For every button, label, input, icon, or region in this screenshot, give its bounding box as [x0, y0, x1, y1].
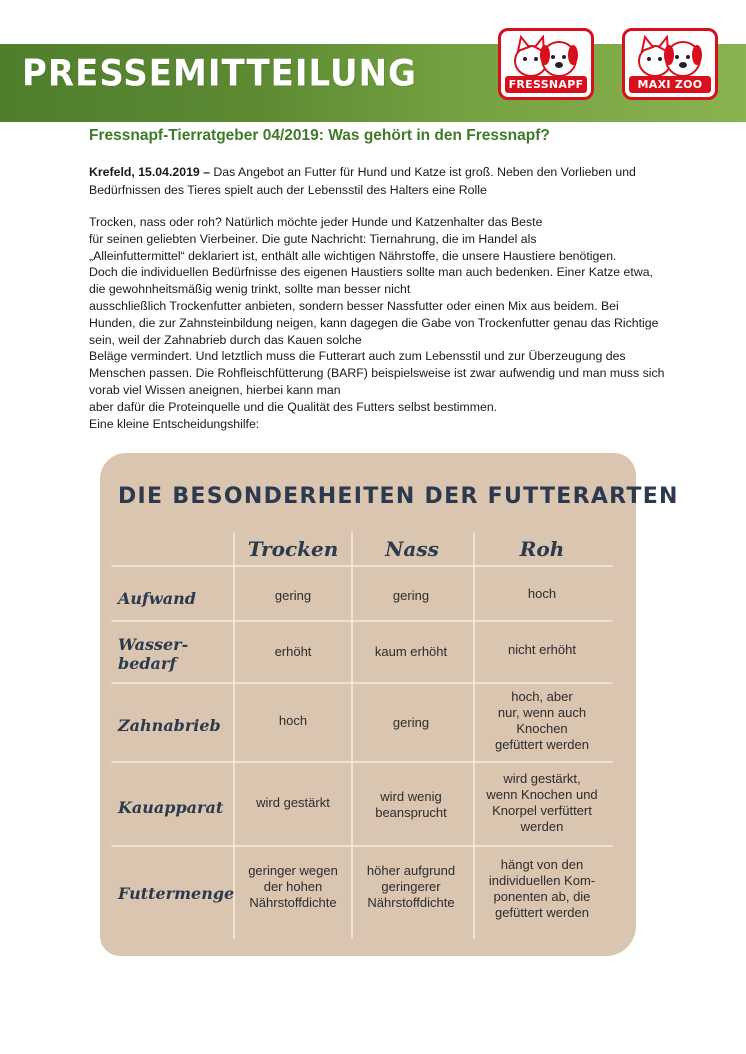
infographic-title: DIE BESONDERHEITEN DER FUTTERARTEN — [118, 484, 679, 509]
row-header-kauapparat: Kauapparat — [118, 797, 224, 817]
logo-label: FRESSNAPF — [505, 76, 587, 93]
body-line: für seinen geliebten Vierbeiner. Die gute Nachricht: Tiernahrung, die im Handel als — [89, 231, 537, 246]
body-line: die gewohnheitsmäßig wenig trinkt, sollte man besser nicht — [89, 282, 411, 297]
row-header-wasserbedarf: Wasser- bedarf — [118, 635, 189, 673]
table-cell: wird gestärkt — [256, 795, 330, 810]
body-line: „Alleinfuttermittel“ deklariert ist, enthält alle wichtigen Nährstoffe, die unsere Haustiere benötigen. — [89, 248, 617, 263]
logo-label: MAXI ZOO — [629, 76, 711, 93]
table-cell: hängt von den individuellen Kom- ponenten ab, die gefüttert werden — [488, 857, 596, 920]
row-header-zahnabrieb: Zahnabrieb — [118, 715, 221, 735]
body-line: vorab viel Wissen aneignen, hierbei kann man — [89, 382, 341, 397]
body-line: ausschließlich Trockenfutter anbieten, sondern besser Nassfutter oder einen Mix aus beidem. Bei — [89, 298, 619, 313]
body-line: Beläge vermindert. Und letztlich muss die Futterart auch zum Lebensstil und zur Überzeugung des — [89, 349, 626, 364]
body-line: sein, weil der Zahnabrieb durch das Kauen solche — [89, 332, 362, 347]
body-line: Hunden, die zur Zahnsteinbildung neigen, kann dagegen die Gabe von Trockenfutter genau das Richtige — [89, 315, 659, 330]
column-header-nass: Nass — [385, 537, 439, 561]
banner-title: PRESSEMITTEILUNG — [22, 52, 417, 96]
table-cell: wird gestärkt, wenn Knochen und Knorpel verfüttert werden — [486, 771, 598, 834]
body-line: aber dafür die Proteinquelle und die Qualität des Futters selbst bestimmen. — [89, 399, 498, 414]
table-cell: geringer wegen der hohen Nährstoffdichte — [248, 863, 338, 910]
body-line: Trocken, nass oder roh? Natürlich möchte jeder Hunde und Katzenhalter das Beste — [89, 215, 543, 229]
body-line: Eine kleine Entscheidungshilfe: — [89, 416, 260, 431]
column-header-roh: Roh — [519, 537, 565, 561]
table-cell: hoch — [527, 586, 557, 601]
row-header-futtermenge: Futtermenge — [118, 883, 235, 903]
row-header-aufwand: Aufwand — [118, 588, 196, 608]
table-cell: kaum erhöht — [374, 644, 448, 659]
table-cell: hoch — [278, 713, 308, 728]
lead-text: Das Angebot an Futter für Hund und Katze ist groß. Neben den Vorlieben und Bedürfnissen des Tieres spielt auch der Lebensstil des Halters eine Rolle — [89, 165, 636, 197]
table-cell: erhöht — [274, 644, 312, 659]
document-title: Fressnapf-Tierratgeber 04/2019: Was gehört in den Fressnapf? — [89, 127, 550, 144]
table-cell: höher aufgrund geringerer Nährstoffdichte — [366, 863, 456, 910]
table-cell: gering — [392, 715, 430, 730]
body-line: Menschen passen. Die Rohfleischfütterung (BARF) beispielsweise ist zwar aufwendig und man muss sich — [89, 366, 665, 381]
column-header-trocken: Trocken — [247, 537, 339, 561]
table-cell: gering — [274, 588, 312, 603]
table-cell: hoch, aber nur, wenn auch Knochen gefüttert werden — [495, 689, 589, 752]
lead-dateline: Krefeld, 15.04.2019 – — [89, 165, 210, 179]
table-cell: wird wenig beansprucht — [375, 789, 447, 820]
table-cell: gering — [392, 588, 430, 603]
body-line: Doch die individuellen Bedürfnisse des eigenen Haustiers sollte man auch bedenken. Einer Katze etwa, — [89, 265, 653, 280]
table-cell: nicht erhöht — [508, 642, 576, 657]
